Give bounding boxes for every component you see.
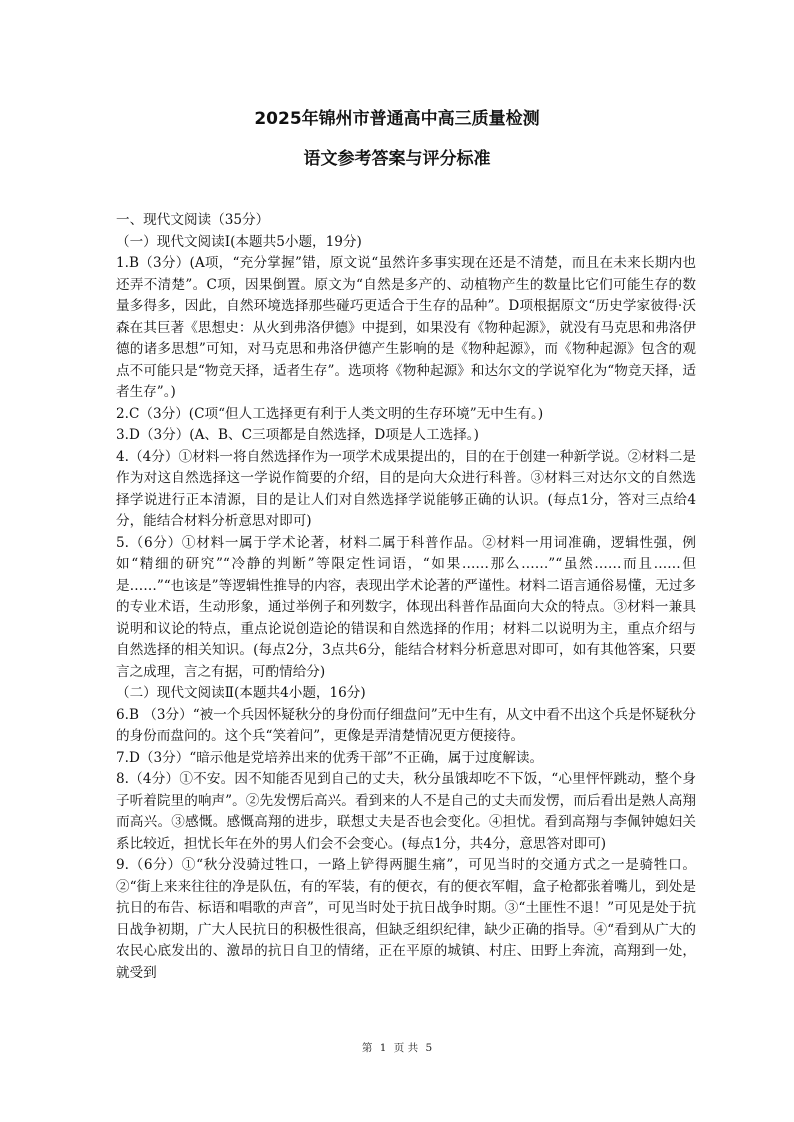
- answer-item: 1.B（3分）(A项，“充分掌握”错，原文说“虽然许多事实现在还是不清楚，而且在未来长期内也还弄不清楚”。C项，因果倒置。原文为“自然是多产的、动植物产生的数量比它们可能生存的数量多得多，因此，自然环境选择那些碰巧更适合于生存的品种”。D项根据原文“历史学家彼得·沃森在其巨著《思想史：从火到弗洛伊德》中提到，如果没有《物种起源》，就没有马克思和弗洛伊德的诸多思想”可知，对马克思和弗洛伊德产生影响的是《物种起源》，而《物种起源》包含的观点不可能只是“物竞天择，适者生存”。选项将《物种起源》和达尔文的学说窄化为“物竞天择，适者生存”。): [116, 255, 696, 400]
- page-label-mid: 页 共: [393, 1042, 419, 1054]
- page-number: 1: [379, 1042, 387, 1054]
- page-title: 2025年锦州市普通高中高三质量检测: [254, 109, 540, 129]
- answer-item: 5.（6分）①材料一属于学术论著，材料二属于科普作品。②材料一用词准确，逻辑性强，例如“精细的研究”“冷静的判断”等限定性词语，“如果……那么……”“虽然……而且……但是……”“也该是”等逻辑性推导的内容，表现出学术论著的严谨性。材料二语言通俗易懂，无过多的专业术语，生动形象，通过举例子和列数字，体现出科普作品面向大众的特点。③材料一兼具说明和议论的特点，重点论说创造论的错误和自然选择的作用；材料二以说明为主，重点介绍与自然选择的相关知识。(每点2分，3点共6分，能结合材料分析意思对即可，如有其他答案，只要言之成理，言之有据，可酌情给分): [116, 534, 696, 680]
- answer-item: 6.B （3分）“被一个兵因怀疑秋分的身份而仔细盘问”无中生有，从文中看不出这个兵是怀疑秋分的身份而盘问的。这个兵“笑着问”，更像是弄清楚情况更方便接待。: [116, 706, 696, 744]
- answer-item: 2.C（3分）(C项“但人工选择更有利于人类文明的生存环境”无中生有。): [116, 405, 544, 422]
- answer-item: 3.D（3分）(A、B、C三项都是自然选择，D项是人工选择。): [116, 427, 479, 443]
- page-footer: [0, 1040, 794, 1055]
- answer-item: 9.（6分）①“秋分没骑过牲口，一路上铲得两腿生痛”，可见当时的交通方式之一是骑牲口。②“街上来来往往的净是队伍，有的军装，有的便衣，有的便衣军帽，盒子枪都张着嘴儿，到处是抗日的布告、标语和唱歌的声音”，可见当时处于抗日战争时期。③“土匪性不退！”可见是处于抗日战争初期，广大人民抗日的积极性很高，但缺乏组织纪律，缺少正确的指导。④“看到从广大的农民心底发出的、激昂的抗日自卫的情绪，正在平原的城镇、村庄、田野上奔流，高翔到一处，就受到: [116, 857, 696, 981]
- subsection-heading: （一）现代文阅读Ⅰ(本题共5小题，19分): [116, 233, 362, 250]
- answer-item: 4.（4分）①材料一将自然选择作为一项学术成果提出的，目的在于创建一种新学说。②材料二是作为对这自然选择这一学说作简要的介绍，目的是向大众进行科普。③材料三对达尔文的自然选择学说进行正本清源，目的是让人们对自然选择学说能够正确的认识。(每点1分，答对三点给4分，能结合材料分析意思对即可): [116, 448, 696, 529]
- total-pages: 5: [425, 1042, 433, 1054]
- page-label-prefix: 第: [361, 1042, 373, 1054]
- answer-body: [116, 210, 696, 984]
- section-heading: 一、现代文阅读（35分）: [116, 212, 270, 228]
- answer-item: 7.D（3分）“暗示他是党培养出来的优秀干部”不正确，属于过度解读。: [116, 749, 544, 766]
- page-subtitle: 语文参考答案与评分标准: [303, 149, 491, 169]
- subsection-heading: （二）现代文阅读Ⅱ(本题共4小题，16分): [116, 685, 366, 701]
- answer-item: 8.（4分）①不安。因不知能否见到自己的丈夫，秋分虽饿却吃不下饭，“心里怦怦跳动，整个身子听着院里的响声”。②先发愣后高兴。看到来的人不是自己的丈夫而发愣，而后看出是熟人高翔而高兴。③感慨。感慨高翔的进步，联想丈夫是否也会变化。④担忧。看到高翔与李佩钟媳妇关系比较近，担忧长年在外的男人们会不会变心。(每点1分，共4分，意思答对即可): [116, 771, 696, 852]
